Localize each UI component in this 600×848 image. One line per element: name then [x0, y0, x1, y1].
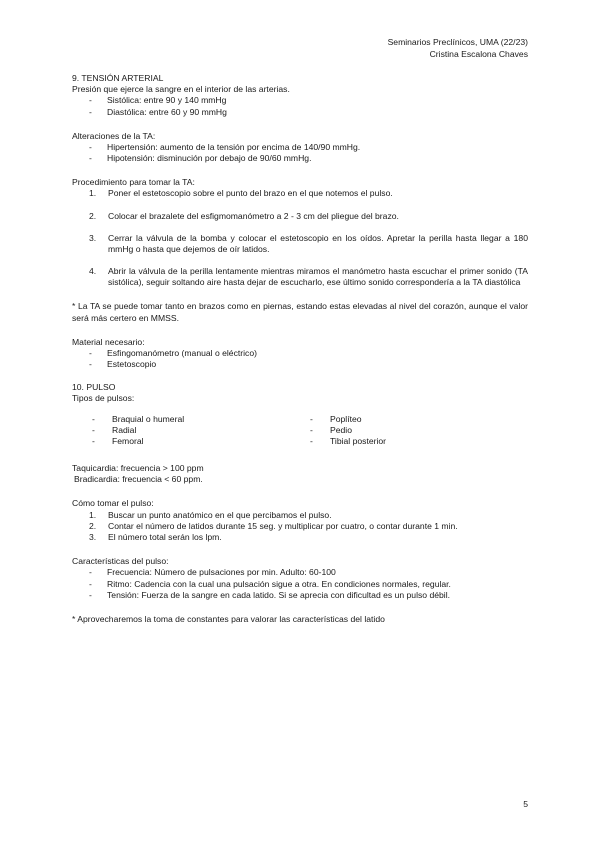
- procedure-list: [72, 188, 528, 288]
- list-item: [89, 521, 528, 532]
- item-text: Cerrar la válvula de la bomba y colocar el estetoscopio en los oídos. Apretar la perilla hasta llegar a 180 mmHg o hasta que dejemos de oír latidos.: [108, 232, 528, 254]
- page-number: 5: [523, 799, 528, 809]
- item-number: 2.: [89, 210, 97, 221]
- list-item: - Tensión: Fuerza de la sangre en cada latido. Si se aprecia con dificultad es un pulso débil.: [89, 590, 528, 601]
- list-item: - Pedio: [310, 425, 528, 436]
- list-item: [89, 532, 528, 543]
- list-item: [89, 233, 528, 255]
- item-text: Poner el estetoscopio sobre el punto del brazo en el que notemos el pulso.: [108, 188, 393, 199]
- pulse-types-right-list: [310, 414, 528, 448]
- material-heading: Material necesario:: [72, 336, 145, 347]
- list-item: - Braquial o humeral: [92, 414, 310, 425]
- list-item: - Frecuencia: Número de pulsaciones por min. Adulto: 60-100: [89, 567, 528, 578]
- list-item: [89, 510, 528, 521]
- document-body: [72, 73, 528, 625]
- list-item: [89, 188, 528, 199]
- item-number: 4.: [89, 266, 97, 277]
- tension-definition: Presión que ejerce la sangre en el interior de las arterias.: [72, 84, 290, 95]
- header-author: Cristina Escalona Chaves: [429, 48, 528, 59]
- pulse-types-heading: Tipos de pulsos:: [72, 393, 135, 404]
- list-item: - Esfingomanómetro (manual o eléctrico): [89, 348, 528, 359]
- taquicardia-text: Taquicardia: frecuencia > 100 ppm: [72, 463, 204, 474]
- list-item: [89, 211, 528, 222]
- item-number: 3.: [89, 531, 97, 542]
- alterations-list: [72, 142, 528, 164]
- item-number: 2.: [89, 520, 97, 531]
- pulse-types-columns: [72, 414, 528, 448]
- characteristics-heading: Características del pulso:: [72, 556, 169, 567]
- list-item: - Poplíteo: [310, 414, 528, 425]
- list-item: - Radial: [92, 425, 310, 436]
- list-item: - Tibial posterior: [310, 436, 528, 447]
- item-text: El número total serán los lpm.: [108, 531, 222, 542]
- how-to-list: [72, 510, 528, 544]
- section-tension-arterial: [72, 73, 528, 370]
- section-title-pulso: 10. PULSO: [72, 382, 116, 393]
- list-item: - Sistólica: entre 90 y 140 mmHg: [89, 95, 528, 106]
- item-number: 3.: [89, 232, 97, 243]
- item-number: 1.: [89, 509, 97, 520]
- material-list: [72, 348, 528, 370]
- item-number: 1.: [89, 188, 97, 199]
- tension-note: * La TA se puede tomar tanto en brazos como en piernas, estando estas elevadas al nivel del corazón, aunque el valor será más certero en MMSS.: [72, 301, 528, 323]
- pulse-note: * Aprovecharemos la toma de constantes para valorar las características del latido: [72, 613, 385, 624]
- pulse-types-left-list: [92, 414, 310, 448]
- tension-values-list: [72, 95, 528, 117]
- section-title-tension: 9. TENSIÓN ARTERIAL: [72, 73, 164, 83]
- list-item: - Hipertensión: aumento de la tensión por encima de 140/90 mmHg.: [89, 142, 528, 153]
- item-text: Contar el número de latidos durante 15 seg. y multiplicar por cuatro, o contar durante 1 min.: [108, 520, 458, 531]
- procedure-heading: Procedimiento para tomar la TA:: [72, 177, 195, 188]
- list-item: - Ritmo: Cadencia con la cual una pulsación sigue a otra. En condiciones normales, regular.: [89, 579, 528, 590]
- list-item: - Femoral: [92, 436, 310, 447]
- list-item: - Estetoscopio: [89, 359, 528, 370]
- item-text: Buscar un punto anatómico en el que percibamos el pulso.: [108, 509, 332, 520]
- item-text: Abrir la válvula de la perilla lentamente mientras miramos el manómetro hasta escuchar el primer sonido (TA sistólica), seguir soltando aire hasta dejar de escucharlo, ese último sonido correspondería a la TA diastólica: [108, 266, 528, 288]
- header-course: Seminarios Preclínicos, UMA (22/23): [387, 37, 528, 47]
- bradicardia-text: Bradicardia: frecuencia < 60 ppm.: [74, 474, 203, 485]
- list-item: [89, 266, 528, 288]
- page-header: [388, 37, 528, 60]
- alterations-heading: Alteraciones de la TA:: [72, 130, 156, 141]
- list-item: - Diastólica: entre 60 y 90 mmHg: [89, 107, 528, 118]
- item-text: Colocar el brazalete del esfigmomanómetro a 2 - 3 cm del pliegue del brazo.: [108, 210, 399, 221]
- how-to-heading: Cómo tomar el pulso:: [72, 498, 154, 509]
- section-pulso: [72, 382, 528, 625]
- characteristics-list: [72, 567, 528, 601]
- list-item: - Hipotensión: disminución por debajo de 90/60 mmHg.: [89, 153, 528, 164]
